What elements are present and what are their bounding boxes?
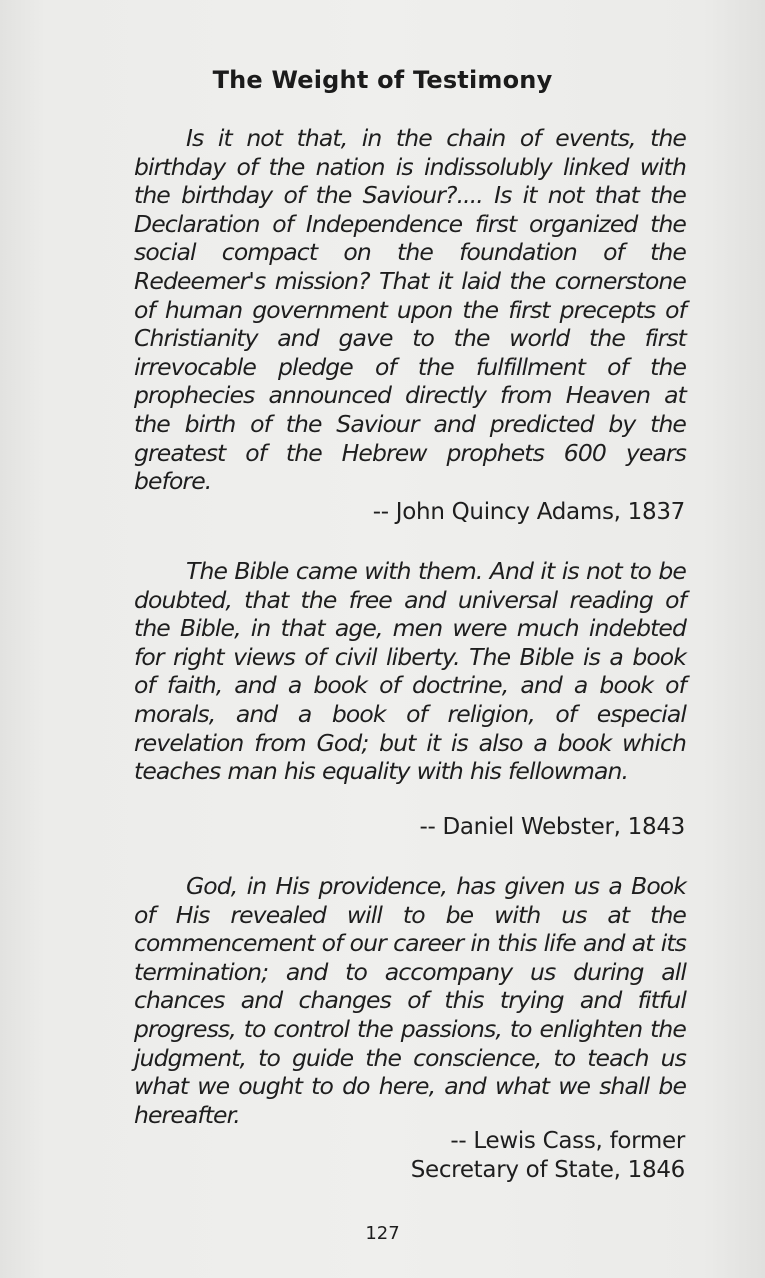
quote-adams: Is it not that, in the chain of events, the birthday of the nation is indissolubly linked with the birthday of the Saviour?.... Is it not that the Declaration of Independence first organized the social compact on the foundation of the Redeemer's mission? That it laid the cornerstone of human government upon the first precepts of Christianity and gave to the world the first irrevocable pledge of the fulfillment of the prophecies announced directly from Heaven at the birth of the Saviour and predicted by the greatest of the Hebrew prophets 600 years before. — [134, 124, 686, 496]
page-number: 127 — [365, 1223, 400, 1244]
quote-webster: The Bible came with them. And it is not to be doubted, that the free and universal reading of the Bible, in that age, men were much indebted for right views of civil liberty. The Bible is a book of faith, and a book of doctrine, and a book of morals, and a book of religion, of especial revelation from God; but it is also a book which teaches man his equality with his fellowman. — [134, 557, 686, 786]
attribution-cass-line2: Secretary of State, 1846 — [410, 1156, 685, 1183]
attribution-adams: -- John Quincy Adams, 1837 — [372, 499, 685, 525]
quote-cass: God, in His providence, has given us a Book of His revealed will to be with us at the commencement of our career in this life and at its termination; and to accompany us during all chances and changes of this trying and fitful progress, to control the passions, to enlighten the judgment, to guide the conscience, to teach us what we ought to do here, and what we shall be hereafter. — [134, 872, 686, 1129]
attribution-cass — [411, 1127, 685, 1184]
page-title: The Weight of Testimony — [212, 66, 553, 94]
attribution-cass-line1: -- Lewis Cass, former — [450, 1128, 685, 1154]
attribution-webster: -- Daniel Webster, 1843 — [419, 814, 685, 840]
